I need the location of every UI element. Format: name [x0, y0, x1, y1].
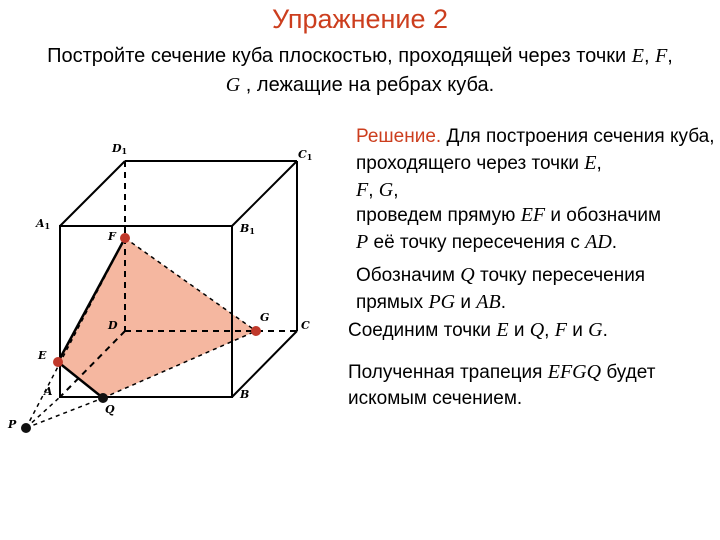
- label-g: G: [260, 311, 270, 324]
- label-c: C: [301, 319, 310, 332]
- point-g: [251, 326, 261, 336]
- label-f: F: [108, 230, 116, 243]
- task-text-1: Постройте сечение куба плоскостью, проходящей через точки: [47, 45, 632, 67]
- solution-label: Решение.: [356, 126, 442, 147]
- solution-step-1: Решение. Для построения сечения куба, проходящего через точки E, F, G,: [356, 126, 715, 201]
- point-e: [53, 357, 63, 367]
- label-p: P: [8, 418, 17, 431]
- task-point-f: F: [655, 45, 668, 67]
- task-text-2: , лежащие на ребрах куба.: [240, 74, 495, 96]
- task-sep-2: ,: [667, 45, 673, 67]
- solution-step-4: Соединим точки E и Q, F и G.: [348, 319, 608, 341]
- label-a: A: [44, 385, 53, 398]
- solution-step-2: проведем прямую EF и обозначим P её точку пересечения с AD.: [356, 204, 662, 253]
- label-b1: B1: [240, 222, 255, 236]
- label-b: B: [240, 388, 250, 401]
- point-q: [98, 393, 108, 403]
- cube-diagram: [0, 0, 360, 470]
- solution-step-3: Обозначим Q точку пересечения прямых PG и AB.: [356, 264, 646, 313]
- label-e: E: [38, 349, 47, 362]
- page-title: Упражнение 2: [271, 4, 449, 34]
- label-d: D: [108, 319, 118, 332]
- solution-step-5: Полученная трапеция EFGQ будет искомым сечением.: [348, 361, 656, 409]
- task-point-g: G: [225, 74, 241, 96]
- point-p: [21, 423, 31, 433]
- task-point-e: E: [631, 45, 644, 67]
- label-q: Q: [105, 403, 115, 416]
- point-f: [120, 233, 130, 243]
- label-c1: C1: [298, 148, 313, 162]
- label-d1: D1: [112, 142, 128, 156]
- label-a1: A1: [36, 217, 51, 231]
- task-sep-1: ,: [643, 45, 656, 67]
